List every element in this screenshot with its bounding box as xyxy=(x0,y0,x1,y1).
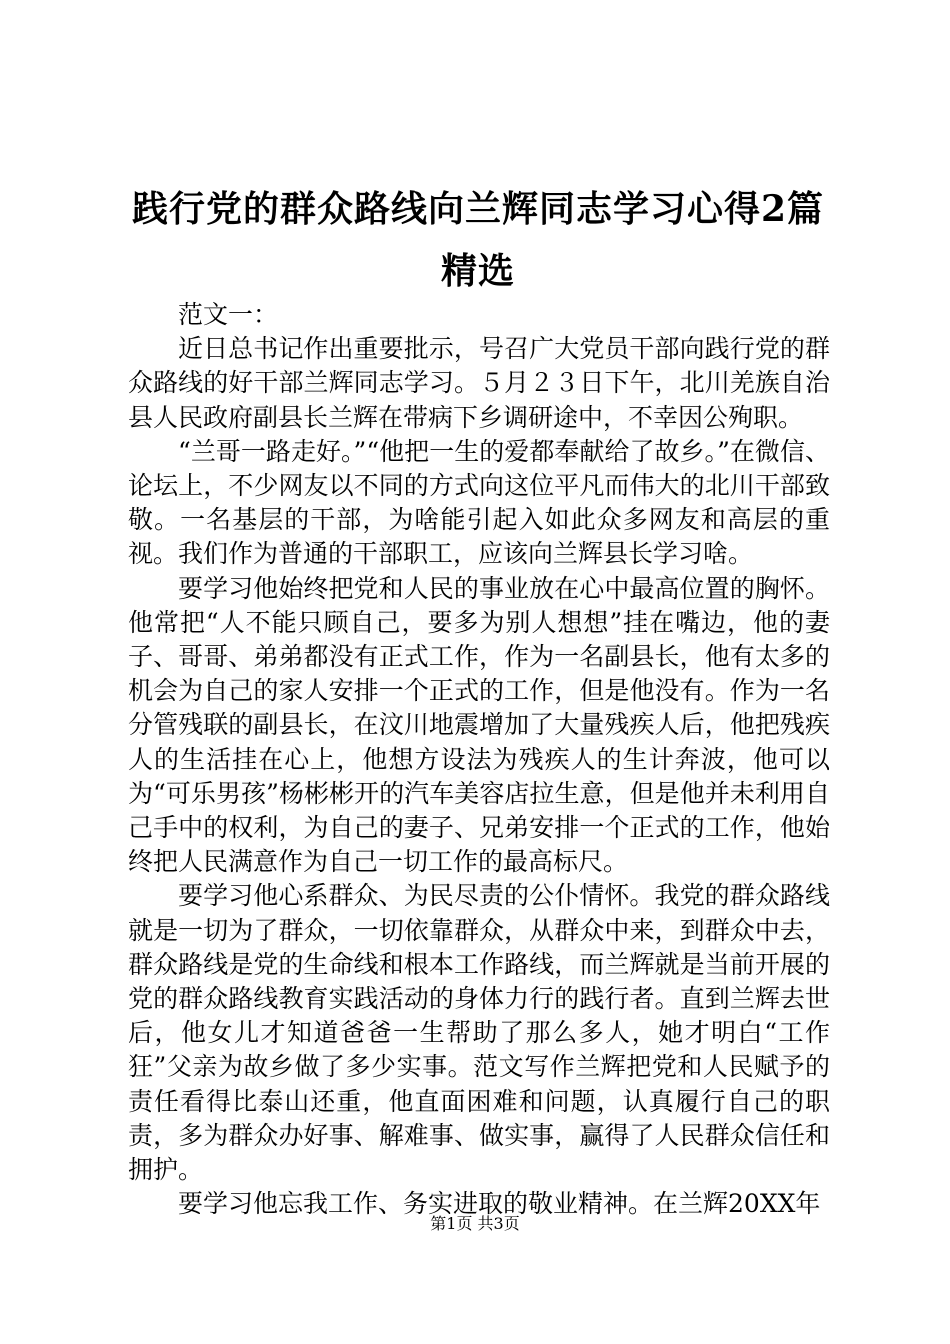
paragraph: 要学习他心系群众、为民尽责的公仆情怀。我党的群众路线就是一切为了群众，一切依靠群众，从群众中来，到群众中去，群众路线是党的生命线和根本工作路线，而兰辉就是当前开展的党的群众路线教育实践活动的身体力行的践行者。直到兰辉去世后，他女儿才知道爸爸一生帮助了那么多人，她才明白“工作狂”父亲为故乡做了多少实事。范文写作兰辉把党和人民赋予的责任看得比泰山还重，他直面困难和问题，认真履行自己的职责，多为群众办好事、解难事、做实事，赢得了人民群众信任和拥护。 xyxy=(128,881,830,1185)
paragraph-label: 范文一： xyxy=(178,300,279,329)
page-number-footer: 第1页 共3页 xyxy=(430,1214,520,1233)
paragraph: “兰哥一路走好。”“他把一生的爱都奉献给了故乡。”在微信、论坛上，不少网友以不同的方式向这位平凡而伟大的北川干部致敬。一名基层的干部，为啥能引起入如此众多网友和高层的重视。我们作为普通的干部职工，应该向兰辉县长学习啥。 xyxy=(128,436,830,569)
paragraph: 近日总书记作出重要批示，号召广大党员干部向践行党的群众路线的好干部兰辉同志学习。５月２３日下午，北川羌族自治县人民政府副县长兰辉在带病下乡调研途中，不幸因公殉职。 xyxy=(128,334,830,432)
document-title: 践行党的群众路线向兰辉同志学习心得2篇精选 xyxy=(131,188,825,292)
paragraph: 要学习他忘我工作、务实进取的敬业精神。在兰辉20XX年 xyxy=(178,1189,821,1219)
paragraph: 要学习他始终把党和人民的事业放在心中最高位置的胸怀。他常把“人不能只顾自己，要多为别人想想”挂在嘴边，他的妻子、哥哥、弟弟都没有正式工作，作为一名副县长，他有太多的机会为自己的家人安排一个正式的工作，但是他没有。作为一名分管残联的副县长，在汶川地震增加了大量残疾人后，他把残疾人的生活挂在心上，他想方设法为残疾人的生计奔波，他可以为“可乐男孩”杨彬彬开的汽车美容店拉生意，但是他并未利用自己手中的权利，为自己的妻子、兄弟安排一个正式的工作，他始终把人民满意作为自己一切工作的最高标尺。 xyxy=(128,573,830,877)
document-body xyxy=(128,298,830,1221)
